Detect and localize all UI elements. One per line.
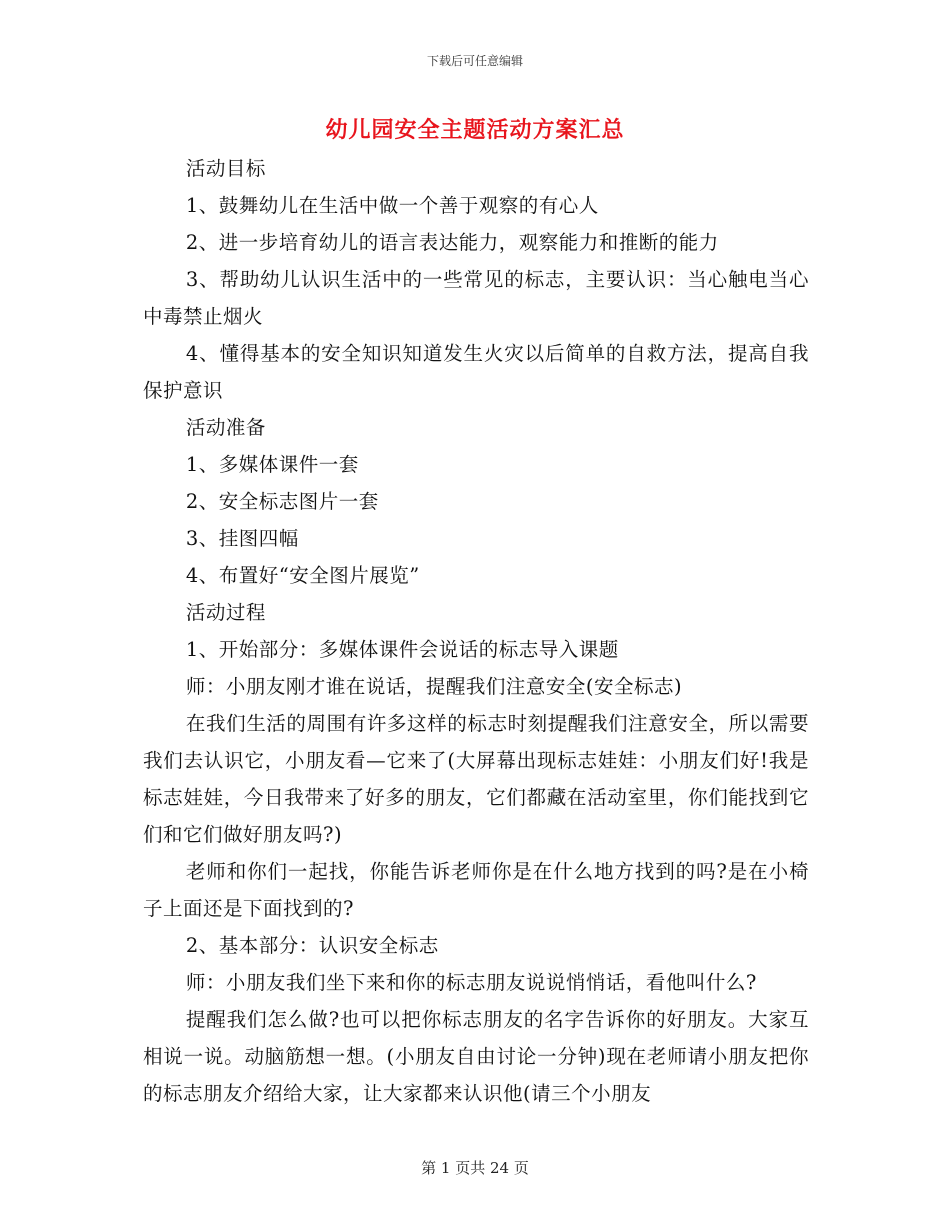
paragraph: 3、帮助幼儿认识生活中的一些常见的标志，主要认识：当心触电当心中毒禁止烟火	[143, 268, 809, 328]
paragraph: 2、基本部分：认识安全标志	[185, 934, 439, 957]
paragraph: 1、开始部分：多媒体课件会说话的标志导入课题	[185, 638, 619, 661]
paragraph: 1、鼓舞幼儿在生活中做一个善于观察的有心人	[185, 194, 599, 217]
paragraph: 1、多媒体课件一套	[185, 453, 359, 476]
document-body	[143, 150, 809, 1112]
paragraph: 2、进一步培育幼儿的语言表达能力，观察能力和推断的能力	[185, 231, 719, 254]
document-title: 幼儿园安全主题活动方案汇总	[325, 117, 625, 143]
section-heading-goals: 活动目标	[185, 157, 266, 180]
paragraph: 3、挂图四幅	[185, 527, 299, 550]
paragraph: 在我们生活的周围有许多这样的标志时刻提醒我们注意安全，所以需要我们去认识它，小朋友看—它来了(大屏幕出现标志娃娃：小朋友们好!我是标志娃娃，今日我带来了好多的朋友，它们都藏在活动室里，你们能找到它们和它们做好朋友吗?)	[143, 712, 809, 846]
section-heading-preparation: 活动准备	[185, 416, 266, 439]
paragraph: 师：小朋友刚才谁在说话，提醒我们注意安全(安全标志)	[185, 675, 683, 698]
page-number: 第 1 页共 24 页	[421, 1159, 529, 1177]
paragraph: 师：小朋友我们坐下来和你的标志朋友说说悄悄话，看他叫什么?	[185, 971, 757, 994]
paragraph: 4、懂得基本的安全知识知道发生火灾以后简单的自救方法，提高自我保护意识	[143, 342, 809, 402]
page-header-note: 下载后可任意编辑	[426, 54, 523, 68]
section-heading-process: 活动过程	[185, 601, 266, 624]
paragraph: 4、布置好“安全图片展览”	[185, 564, 420, 587]
paragraph: 2、安全标志图片一套	[185, 490, 379, 513]
paragraph: 提醒我们怎么做?也可以把你标志朋友的名字告诉你的好朋友。大家互相说一说。动脑筋想一想。(小朋友自由讨论一分钟)现在老师请小朋友把你的标志朋友介绍给大家，让大家都来认识他(请三个小朋友	[143, 1008, 809, 1105]
paragraph: 老师和你们一起找，你能告诉老师你是在什么地方找到的吗?是在小椅子上面还是下面找到的?	[143, 860, 809, 920]
